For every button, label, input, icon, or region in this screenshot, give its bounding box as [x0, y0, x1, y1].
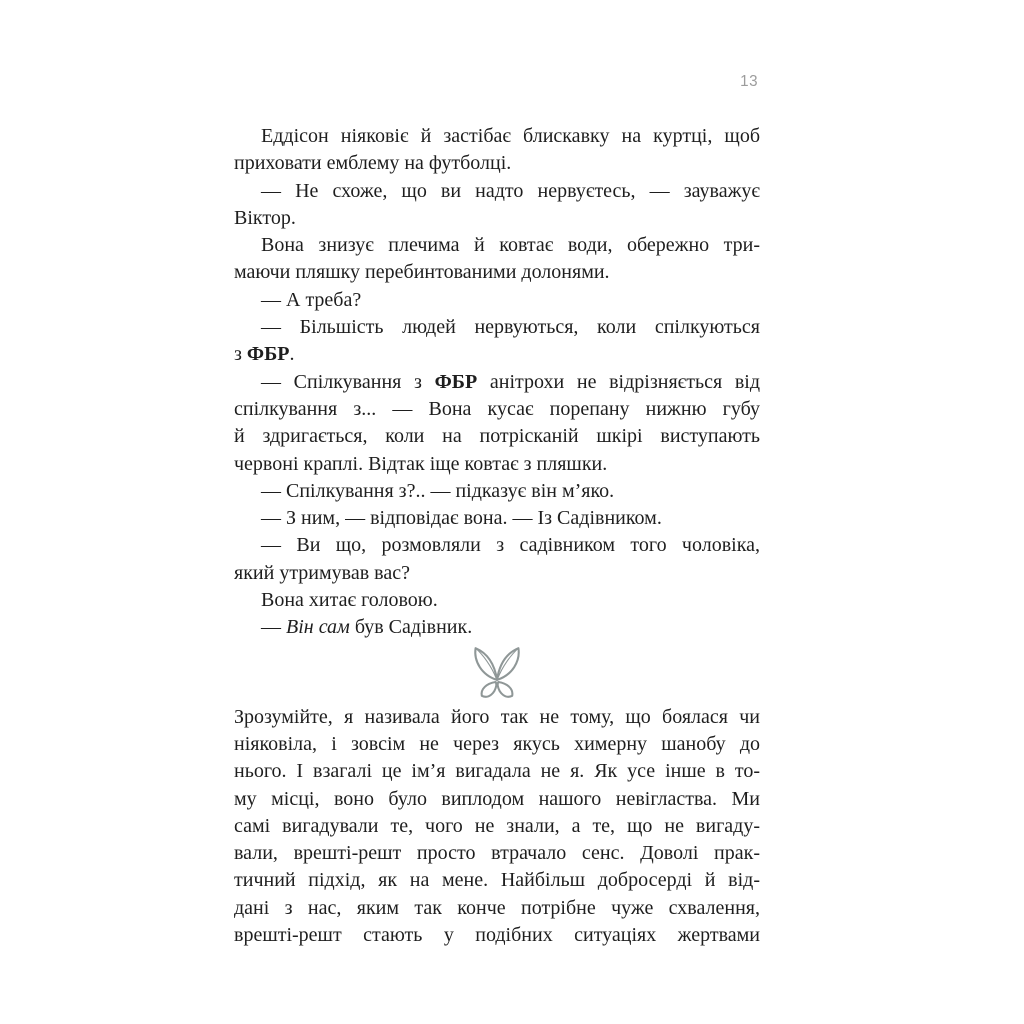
text-column: [234, 123, 760, 949]
butterfly-leaves-icon: [462, 644, 532, 702]
text-line: Еддісон ніяковіє й застібає блискавку на куртці, щоб: [261, 125, 760, 147]
text-line: — Більшість людей нервуються, коли спілкуються: [261, 316, 760, 339]
narration-block: [234, 704, 760, 950]
section-break-ornament: [234, 642, 760, 704]
text-line: — Не схоже, що ви надто нервуєтесь, — зауважує: [261, 179, 760, 202]
text-line: маючи пляшку перебинтованими долонями.: [234, 261, 610, 284]
text-line: Зрозумійте, я називала його так не тому, що боялася чи: [234, 705, 760, 728]
text-line: Вона знизує плечима й ковтає води, обережно три-: [261, 234, 760, 257]
text-line: врешті-решт стають у подібних ситуаціях жертвами: [234, 924, 760, 947]
text-line: самі вигадували те, чого не знали, а те, що не вигаду-: [234, 814, 760, 837]
dialogue-block: [234, 123, 760, 642]
text-line: з ФБР.: [234, 343, 295, 366]
text-line: тичний підхід, як на мене. Найбільш добросерді й від-: [234, 869, 760, 892]
text-line: ніяковіла, і зовсім не через якусь химерну шанобу до: [234, 732, 760, 755]
text-line: й здригається, коли на потрісканій шкірі виступають: [234, 425, 760, 448]
text-line: — Спілкування з ФБР анітрохи не відрізняється від: [261, 370, 761, 393]
text-line: — Ви що, розмовляли з садівником того чоловіка,: [261, 534, 760, 557]
text-line: — З ним, — відповідає вона. — Із Садівником.: [261, 507, 662, 530]
page-number: 13: [740, 73, 758, 90]
text-line: червоні краплі. Відтак іще ковтає з пляшки.: [234, 452, 608, 475]
text-line: Вона хитає головою.: [261, 589, 438, 612]
text-line: вали, врешті-решт просто втрачало сенс. Доволі прак-: [234, 842, 760, 865]
text-line: приховати емблему на футболці.: [234, 152, 512, 175]
text-line: — Спілкування з?.. — підказує він м’яко.: [261, 479, 615, 502]
text-line: — Він сам був Садівник.: [261, 616, 473, 639]
text-line: му місці, воно було виплодом нашого невігластва. Ми: [234, 787, 760, 810]
text-line: — А треба?: [261, 288, 362, 311]
text-line: спілкування з... — Вона кусає порепану нижню губу: [234, 397, 760, 420]
text-line: нього. І взагалі це ім’я вигадала не я. Як усе інше в то-: [234, 760, 760, 783]
text-line: дані з нас, яким так конче потрібне чуже схвалення,: [234, 896, 760, 919]
text-line: який утримував вас?: [234, 561, 410, 584]
text-line: Віктор.: [234, 206, 296, 229]
